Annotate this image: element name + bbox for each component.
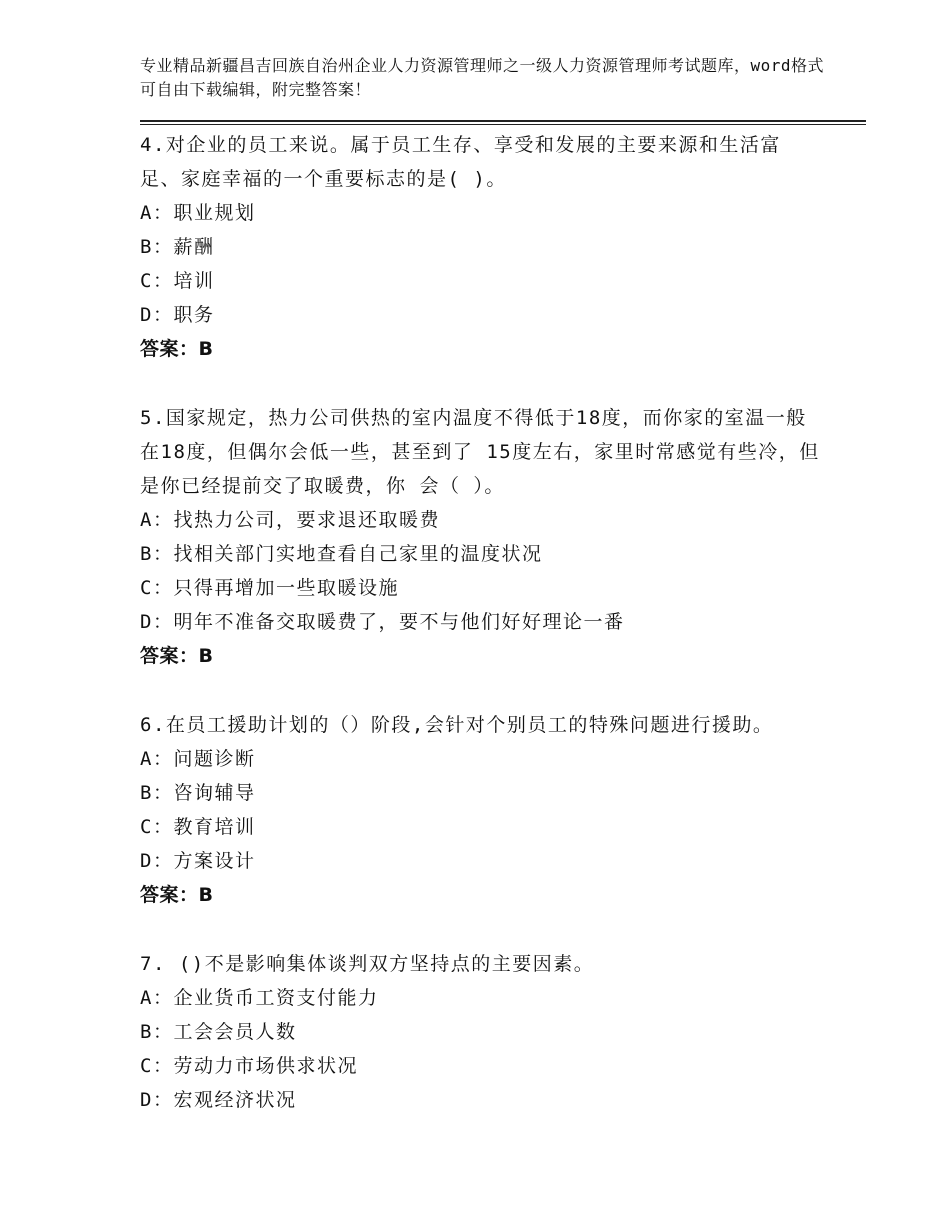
option-c: C：培训 [140, 270, 215, 292]
question-text: 6.在员工援助计划的（）阶段,会针对个别员工的特殊问题进行援助。 [140, 714, 774, 736]
option-a: A：问题诊断 [140, 748, 256, 770]
option-b: B：咨询辅导 [140, 782, 256, 804]
option-c: C：教育培训 [140, 816, 256, 838]
option-c: C：只得再增加一些取暖设施 [140, 577, 399, 599]
question-list [140, 128, 820, 1117]
question-5 [140, 401, 820, 673]
answer-line: 答案：B [140, 338, 214, 360]
option-a: A：找热力公司，要求退还取暖费 [140, 509, 440, 531]
question-7 [140, 947, 820, 1117]
question-text: 4.对企业的员工来说。属于员工生存、享受和发展的主要来源和生活富足、家庭幸福的一个重要标志的是( )。 [140, 134, 781, 190]
question-4 [140, 128, 820, 366]
option-a: A：企业货币工资支付能力 [140, 987, 379, 1009]
document-header: 专业精品新疆昌吉回族自治州企业人力资源管理师之一级人力资源管理师考试题库，word格式可自由下载编辑，附完整答案！ [140, 56, 825, 99]
option-d: D：方案设计 [140, 850, 256, 872]
option-a: A：职业规划 [140, 202, 256, 224]
option-c: C：劳动力市场供求状况 [140, 1055, 358, 1077]
answer-line: 答案：B [140, 884, 214, 906]
answer-line: 答案：B [140, 645, 214, 667]
header-rule-thick [140, 120, 866, 122]
question-6 [140, 708, 820, 912]
option-b: B：找相关部门实地查看自己家里的温度状况 [140, 543, 543, 565]
option-b: B：工会会员人数 [140, 1021, 297, 1043]
option-b: B：薪酬 [140, 236, 215, 258]
question-text: 7. ()不是影响集体谈判双方坚持点的主要因素。 [140, 953, 595, 975]
header-rule-thin [140, 124, 866, 125]
question-text: 5.国家规定，热力公司供热的室内温度不得低于18度，而你家的室温一般在18度，但偶尔会低一些，甚至到了 15度左右，家里时常感觉有些冷，但是你已经提前交了取暖费，你 会（ ）。 [140, 407, 820, 497]
option-d: D：职务 [140, 304, 215, 326]
option-d: D：明年不准备交取暖费了，要不与他们好好理论一番 [140, 611, 625, 633]
option-d: D：宏观经济状况 [140, 1089, 297, 1111]
